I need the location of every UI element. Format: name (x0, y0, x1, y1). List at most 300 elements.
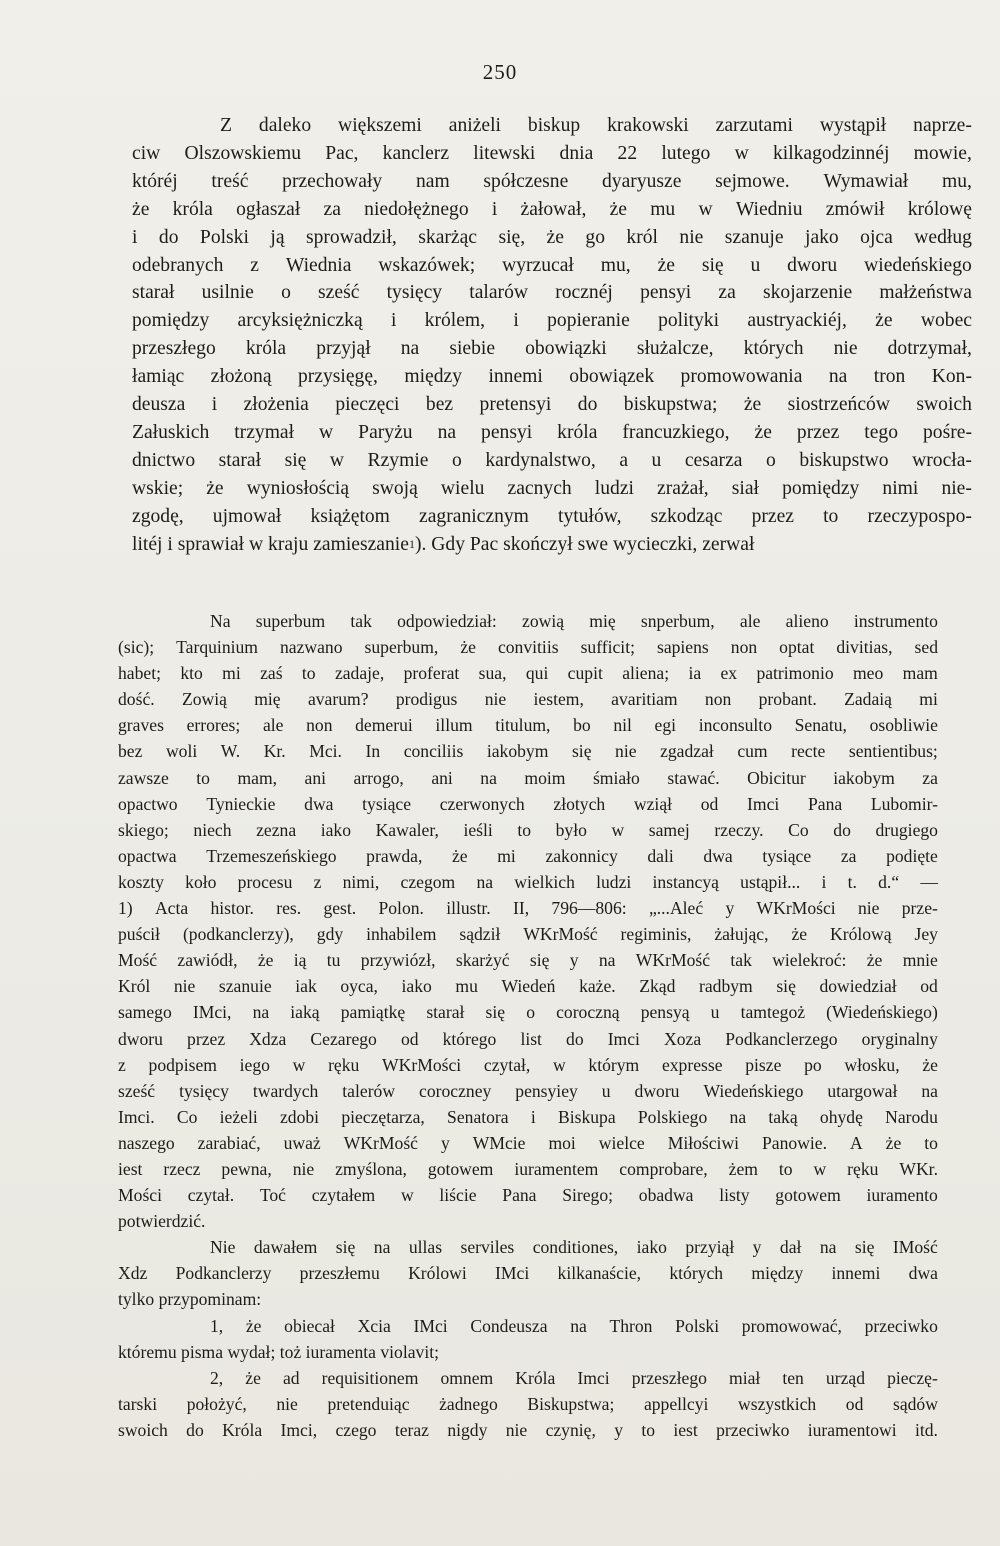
word: pensyiey (515, 1080, 578, 1101)
note-line (118, 999, 938, 1025)
word: ani (431, 767, 453, 788)
word: Co (176, 1106, 198, 1127)
word: Podkanclerzego (725, 1028, 838, 1049)
word: króla (557, 421, 598, 443)
word: że (460, 637, 476, 658)
note-line (118, 1026, 938, 1052)
word: Kr. (263, 741, 286, 762)
word: czytał. (187, 1185, 235, 1206)
word: bez (118, 741, 143, 762)
word: złożenia (243, 394, 309, 416)
word: list (520, 1028, 542, 1049)
text-line (132, 503, 972, 531)
word: histor. (210, 898, 254, 919)
word: Trzemeszeńskiego (206, 845, 337, 866)
word: mi (222, 663, 241, 684)
word: W. (220, 741, 241, 762)
note-line (118, 1130, 938, 1156)
word: daleko (258, 115, 312, 136)
word: ustąpił... (740, 871, 801, 892)
word: iest (673, 1419, 698, 1440)
word: pisze (745, 1054, 782, 1075)
word: mi (919, 689, 938, 710)
word: swoich (118, 1419, 168, 1440)
word: nie (276, 1393, 298, 1414)
word: iuramentem (514, 1158, 599, 1179)
note-line (118, 660, 938, 686)
word: przeciwko (864, 1315, 938, 1336)
word: koło (185, 871, 217, 892)
word: meo (853, 663, 884, 684)
word: innemi (831, 1263, 881, 1284)
text-line (132, 363, 972, 391)
word: pamiątkę (340, 1002, 406, 1023)
word: Polon. (378, 898, 424, 919)
word: zacnych (507, 477, 572, 499)
word: w (329, 449, 345, 471)
word: demerui (355, 715, 413, 736)
word: utargował (827, 1080, 898, 1101)
word: odebranych (132, 254, 224, 276)
word: pensyą (640, 1002, 690, 1023)
word: zawsze (118, 767, 169, 788)
word: requisitionem (321, 1367, 419, 1388)
word: królowę (907, 198, 972, 220)
word: sześć (118, 1080, 156, 1101)
word: non (704, 689, 732, 710)
word: dawałem (253, 1237, 318, 1258)
word: było (555, 819, 587, 840)
word: superbum (255, 611, 326, 631)
note-line (118, 1052, 938, 1078)
word: Cezarego (310, 1028, 377, 1049)
word: to (924, 1132, 938, 1153)
word: na (400, 338, 420, 360)
word: iuramento (866, 1185, 938, 1206)
word: położyć, (186, 1393, 247, 1414)
word: tamtegoż (740, 1002, 806, 1023)
word: illustr. (446, 898, 491, 919)
word: lutego (661, 142, 711, 164)
word: u (601, 1080, 611, 1101)
word: Zkąd (639, 976, 676, 997)
word: przez (796, 421, 840, 443)
word: go (585, 226, 605, 248)
word: włosku, (844, 1054, 900, 1075)
word: wielkich (514, 871, 575, 892)
word: że (657, 254, 675, 276)
word: ia (688, 663, 702, 684)
word: In (365, 741, 381, 762)
word: których (743, 338, 804, 360)
word: Wymawiał (823, 170, 909, 192)
word: ullas (408, 1237, 443, 1258)
word: na (570, 1315, 587, 1336)
text-line (132, 419, 972, 447)
word: Mci. (309, 741, 342, 762)
word: przez (751, 505, 794, 527)
word: wziął (633, 793, 673, 814)
word: złotych (553, 793, 606, 814)
word: conciliis (403, 741, 464, 762)
word: res. (276, 898, 302, 919)
word: ieżeli (219, 1106, 258, 1127)
word: któréj (132, 170, 178, 192)
word: zarabiać, (197, 1132, 261, 1153)
note-line (118, 712, 938, 738)
word: sua, (478, 663, 507, 684)
word: WKrMość (523, 924, 598, 945)
note-line: któremu pisma wydał; toż iuramenta violavit; (118, 1341, 440, 1362)
word: się (529, 950, 550, 971)
word: sapiens (656, 637, 709, 658)
word: IMci (495, 1263, 530, 1284)
word: do (158, 226, 179, 248)
word: z (250, 254, 259, 276)
word: zgadzał (660, 741, 714, 762)
word: superbum, (364, 637, 439, 658)
note-line (118, 1234, 938, 1260)
word: Wiedeń (501, 976, 556, 997)
word: serviles (460, 1237, 515, 1258)
word: promowowania (680, 366, 803, 388)
word: (podkanclerzy), (182, 924, 294, 945)
word: gotowem (427, 1158, 494, 1179)
word: żałował, (520, 198, 587, 220)
word: na (828, 366, 848, 388)
word: że (206, 477, 224, 499)
word: Xdza (249, 1028, 287, 1049)
word: a (619, 449, 629, 471)
footnote-mark: 1 (408, 536, 415, 551)
note-line (118, 765, 938, 791)
text-line (132, 112, 972, 140)
word: cum (737, 741, 768, 762)
word: y (614, 1419, 623, 1440)
word: siebie (449, 338, 496, 360)
word: iaką (290, 1002, 320, 1023)
text-segment: litéj i sprawiał w kraju zamieszanie (132, 533, 409, 555)
word: starał (426, 1002, 465, 1023)
word: avarum? (307, 689, 369, 710)
word: się (701, 254, 724, 276)
word: iak (295, 976, 317, 997)
word: titulum, (495, 715, 551, 736)
word: czytałem (311, 1185, 376, 1206)
word: oryginalny (861, 1028, 938, 1049)
word: mnie (902, 950, 938, 971)
word: Tarquinium (176, 637, 258, 658)
word: Senatora (447, 1106, 509, 1127)
word: i (211, 394, 218, 416)
word: dworu (787, 254, 838, 276)
word: na (480, 767, 497, 788)
word: cupit (567, 663, 603, 684)
word: mu, (600, 254, 631, 276)
note-line (118, 608, 938, 634)
word: dali (647, 845, 674, 866)
word: się (335, 1237, 356, 1258)
word: z (313, 871, 322, 892)
word: d.“ (878, 871, 900, 892)
word: liście (439, 1185, 477, 1206)
word: Podkanclerzy (175, 1263, 272, 1284)
word: skojarzenie (763, 282, 853, 304)
word: Olszowskiemu (184, 142, 301, 164)
word: tego (864, 421, 899, 443)
word: to (641, 1419, 656, 1440)
word: avaritiam (611, 689, 678, 710)
note-line (118, 738, 938, 764)
word: coroczney (419, 1080, 492, 1101)
word: za (840, 845, 857, 866)
word: że (754, 421, 772, 443)
word: Pac, (325, 142, 359, 164)
word: i (530, 1106, 536, 1127)
text-line (132, 475, 972, 503)
word: ale (262, 715, 284, 736)
word: tron (873, 366, 906, 388)
word: przeciwko (716, 1419, 790, 1440)
text-line (132, 168, 972, 196)
word: wskazówek; (378, 254, 476, 276)
word: to (823, 505, 839, 527)
word: ludzi (596, 871, 632, 892)
word: pieczętarza, (341, 1106, 425, 1127)
word: że (245, 1367, 261, 1388)
word: którego (442, 1028, 497, 1049)
note-line (118, 1313, 938, 1339)
word: Królowi (408, 1263, 467, 1284)
word: itd. (914, 1419, 938, 1440)
note-line: tylko przypominam: (118, 1289, 262, 1310)
word: polityki (658, 310, 720, 332)
word: Jey (914, 924, 938, 945)
word: iest (118, 1158, 143, 1179)
word: którym (588, 1054, 640, 1075)
word: dwa (908, 1263, 938, 1284)
word: od (845, 1393, 864, 1414)
word: o (766, 449, 776, 471)
word: tak (350, 611, 372, 631)
word: Miłościwi (667, 1132, 740, 1153)
word: tysiące (762, 845, 812, 866)
word: dwa (703, 845, 733, 866)
word: Sirego; (562, 1185, 614, 1206)
word: y (725, 898, 735, 919)
word: nie (173, 976, 196, 997)
word: treść (211, 170, 249, 192)
note-line (118, 634, 938, 660)
word: tarski (118, 1393, 158, 1414)
word: II, (512, 898, 530, 919)
word: cesarza (684, 449, 743, 471)
word: iego (239, 1054, 270, 1075)
word: Imci, (280, 1419, 318, 1440)
word: między (404, 366, 463, 388)
word: aniżeli (448, 115, 501, 136)
word: tysięcy (386, 282, 443, 304)
word: Lubomir- (870, 793, 938, 814)
word: illum (435, 715, 473, 736)
word: w (400, 1185, 414, 1206)
word: uważ (283, 1132, 321, 1153)
word: przysięgę, (297, 366, 378, 388)
word: urząd (825, 1367, 865, 1388)
word: Polskiego (637, 1106, 708, 1127)
word: śmiało (592, 767, 640, 788)
word: do (186, 1419, 204, 1440)
word: WKrMości (382, 1054, 462, 1075)
word: Condeusza (470, 1315, 548, 1336)
word: dnictwo (132, 449, 196, 471)
word: czegom (400, 871, 456, 892)
word: ale (739, 611, 761, 631)
word: u (651, 449, 662, 471)
word: dnia (559, 142, 594, 164)
word: rzecz (163, 1158, 201, 1179)
word: convitiis (497, 637, 559, 658)
word: patrimonio (756, 663, 834, 684)
word: rzeczy. (714, 819, 764, 840)
word: regiminis, (620, 924, 692, 945)
word: twardych (252, 1080, 319, 1101)
word: iakobym (486, 741, 549, 762)
word: że (546, 226, 564, 248)
word: tysięcy (179, 1080, 229, 1101)
word: to (301, 663, 316, 684)
word: służalcze, (636, 338, 714, 360)
word: biskup (527, 115, 581, 136)
word: naprze- (913, 115, 972, 136)
word: ad (282, 1367, 300, 1388)
word: Imci (577, 1367, 610, 1388)
text-line (132, 224, 972, 252)
word: na (921, 1080, 938, 1101)
page-number: 250 (482, 60, 518, 84)
main-text (132, 112, 972, 559)
word: Wiedeńskiego (703, 1080, 804, 1101)
word: się (571, 741, 592, 762)
word: Panowie. (762, 1132, 828, 1153)
word: przyjął (316, 338, 371, 360)
word: z (118, 1054, 126, 1075)
word: expresse (661, 1054, 723, 1075)
word: Król (118, 976, 151, 997)
word: czytał, (483, 1054, 531, 1075)
word: ujmował (212, 505, 282, 527)
word: optat (779, 637, 815, 658)
note-line (118, 1391, 938, 1417)
word: od (400, 1028, 419, 1049)
word: to (517, 819, 532, 840)
word: Króla (222, 1419, 263, 1440)
word: Załuskich (132, 421, 210, 443)
note-line (118, 1417, 938, 1443)
word: łamiąc (132, 366, 185, 388)
word: taką (768, 1106, 798, 1127)
footnote-text (118, 608, 938, 1443)
word: wrocła- (912, 449, 972, 471)
word: że (245, 1315, 262, 1336)
word: — (920, 871, 938, 892)
word: dał (779, 1237, 802, 1258)
word: i (132, 226, 138, 248)
word: IMci, (192, 1002, 232, 1023)
note-line (118, 1156, 938, 1182)
word: usilnie (201, 282, 254, 304)
word: gest. (323, 898, 357, 919)
word: austryackiéj, (747, 310, 847, 332)
word: w (292, 1054, 306, 1075)
word: 1) (118, 898, 133, 919)
word: instrumento (853, 611, 938, 631)
word: Polski (675, 1315, 720, 1336)
note-line (118, 686, 938, 712)
word: pomiędzy (132, 310, 210, 332)
word: książętom (310, 505, 390, 527)
word: na (373, 1237, 391, 1258)
word: iakobym (833, 767, 895, 788)
word: zezna (256, 819, 297, 840)
word: popieranie (547, 310, 630, 332)
word: moim (524, 767, 566, 788)
word: w (813, 1158, 827, 1179)
word: za (323, 198, 341, 220)
word: siostrzeńców (787, 394, 890, 416)
word: iestem, (533, 689, 584, 710)
word: do (566, 1028, 584, 1049)
word: w (734, 142, 749, 164)
word: drugiego (875, 819, 938, 840)
word: y (752, 1237, 762, 1258)
word: snperbum, (640, 611, 715, 631)
word: appellcyi (643, 1393, 709, 1414)
word: nigdy (447, 1419, 488, 1440)
word: o (526, 1002, 535, 1023)
word: naszego (118, 1132, 175, 1153)
word: na (729, 1106, 747, 1127)
word: na (476, 871, 494, 892)
word: omnem (440, 1367, 494, 1388)
word: Xoza (664, 1028, 702, 1049)
word: prawda, (366, 845, 423, 866)
word: WKrMości (756, 898, 836, 919)
word: mam, (237, 767, 278, 788)
word: 796—806: (551, 898, 627, 919)
word: się, (498, 226, 526, 248)
word: Z (220, 115, 232, 136)
word: nimi (882, 477, 919, 499)
word: przez (187, 1028, 226, 1049)
text-line (132, 391, 972, 419)
word: skarżąc (418, 226, 477, 248)
word: wyrzucał (502, 254, 574, 276)
word: pewna, (221, 1158, 272, 1179)
text-line (132, 307, 972, 335)
word: mię (589, 611, 616, 631)
word: pieczę- (887, 1367, 938, 1388)
word: szanuie (218, 976, 272, 997)
word: tytułów, (558, 505, 622, 527)
word: że (875, 310, 893, 332)
note-line: potwierdzić. (118, 1211, 206, 1232)
word: non (730, 637, 758, 658)
word: graves (118, 715, 164, 736)
word: jako (805, 226, 839, 248)
note-line (118, 1260, 938, 1286)
word: przeszłemu (299, 1263, 380, 1284)
